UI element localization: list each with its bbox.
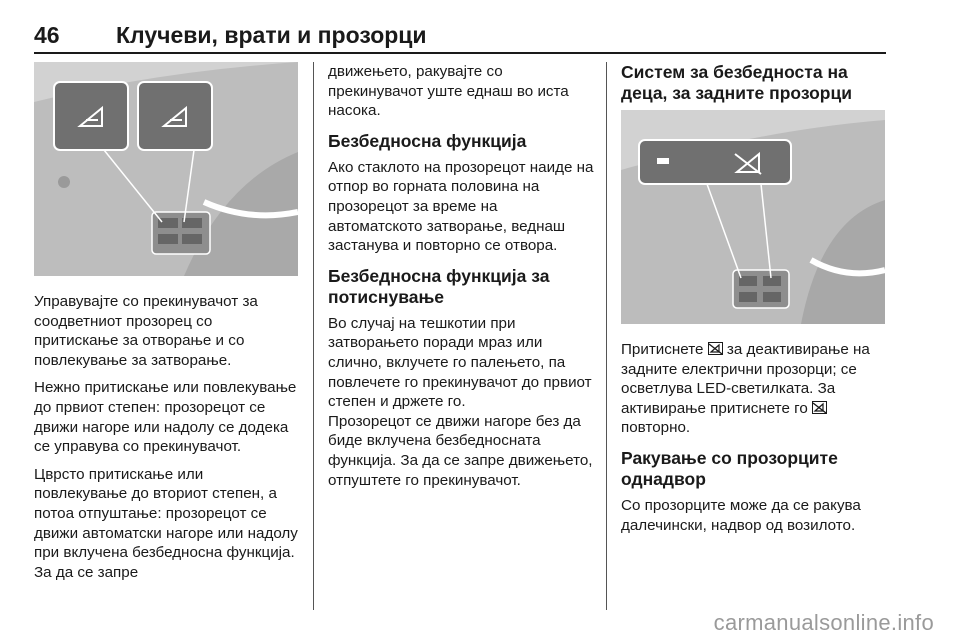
column-2 xyxy=(328,62,596,498)
child-lock-window-icon xyxy=(812,401,827,414)
paragraph: Ако стаклото на прозорецот наиде на отпор во горната половина на прозорецот за време на автоматското затворање, веднаш застанува и повторно се отвора. xyxy=(328,158,594,255)
child-lock-window-icon xyxy=(708,342,723,355)
column-3 xyxy=(621,62,889,543)
paragraph-text: повторно. xyxy=(621,419,691,437)
paragraph: Во случај на тешкотии при затворањето поради мраз или слично, вклучете го палењето, па повлечете го прекинувачот до првиот степен и држете го. xyxy=(328,314,592,411)
column-1 xyxy=(34,62,300,590)
paragraph: движењето, ракувајте со прекинувачот уште еднаш во иста насока. xyxy=(328,63,569,120)
page-number: 46 xyxy=(34,22,60,48)
paragraph-text: за деактивирање на задните електрични прозорци; се осветлува LED-светилката. За активирање притиснете го xyxy=(621,341,870,417)
paragraph: Цврсто притискање или повлекување до вториот степен, а потоа отпуштање: прозорецот се движи автоматски нагоре или надолу при вклучена безбедносна функција. За да се запре xyxy=(34,465,298,581)
paragraph: Управувајте со прекинувачот за соодветниот прозорец со притискање за отворање и со повлекување за затворање. xyxy=(34,293,258,369)
header-rule xyxy=(34,52,886,54)
column-divider-1 xyxy=(313,62,314,610)
paragraph xyxy=(621,340,889,438)
section-heading: Ракување со прозорците однадвор xyxy=(621,447,838,489)
section-heading: Безбедносна функција xyxy=(328,130,527,151)
paragraph: Прозорецот се движи нагоре без да биде вклучена безбедносната функција. За да се запре движењето, отпуштете го прекинувачот. xyxy=(328,412,593,489)
window-switch-illustration xyxy=(34,62,298,276)
paragraph-text: Притиснете xyxy=(621,341,704,358)
section-heading: Систем за безбедноста на деца, за задните прозорци xyxy=(621,62,853,103)
paragraph: Со прозорците може да се ракува далечински, надвор од возилото. xyxy=(621,496,861,534)
page-title: Клучеви, врати и прозорци xyxy=(116,22,427,48)
page-header xyxy=(34,22,886,54)
child-lock-illustration xyxy=(621,110,885,324)
watermark: carmanualsonline.info xyxy=(713,610,934,635)
paragraph: Нежно притискање или повлекување до првиот степен: прозорецот се движи нагоре или надолу се додека се управува со прекинувачот. xyxy=(34,379,297,456)
section-heading: Безбедносна функција за потиснување xyxy=(328,265,550,307)
column-divider-2 xyxy=(606,62,607,610)
